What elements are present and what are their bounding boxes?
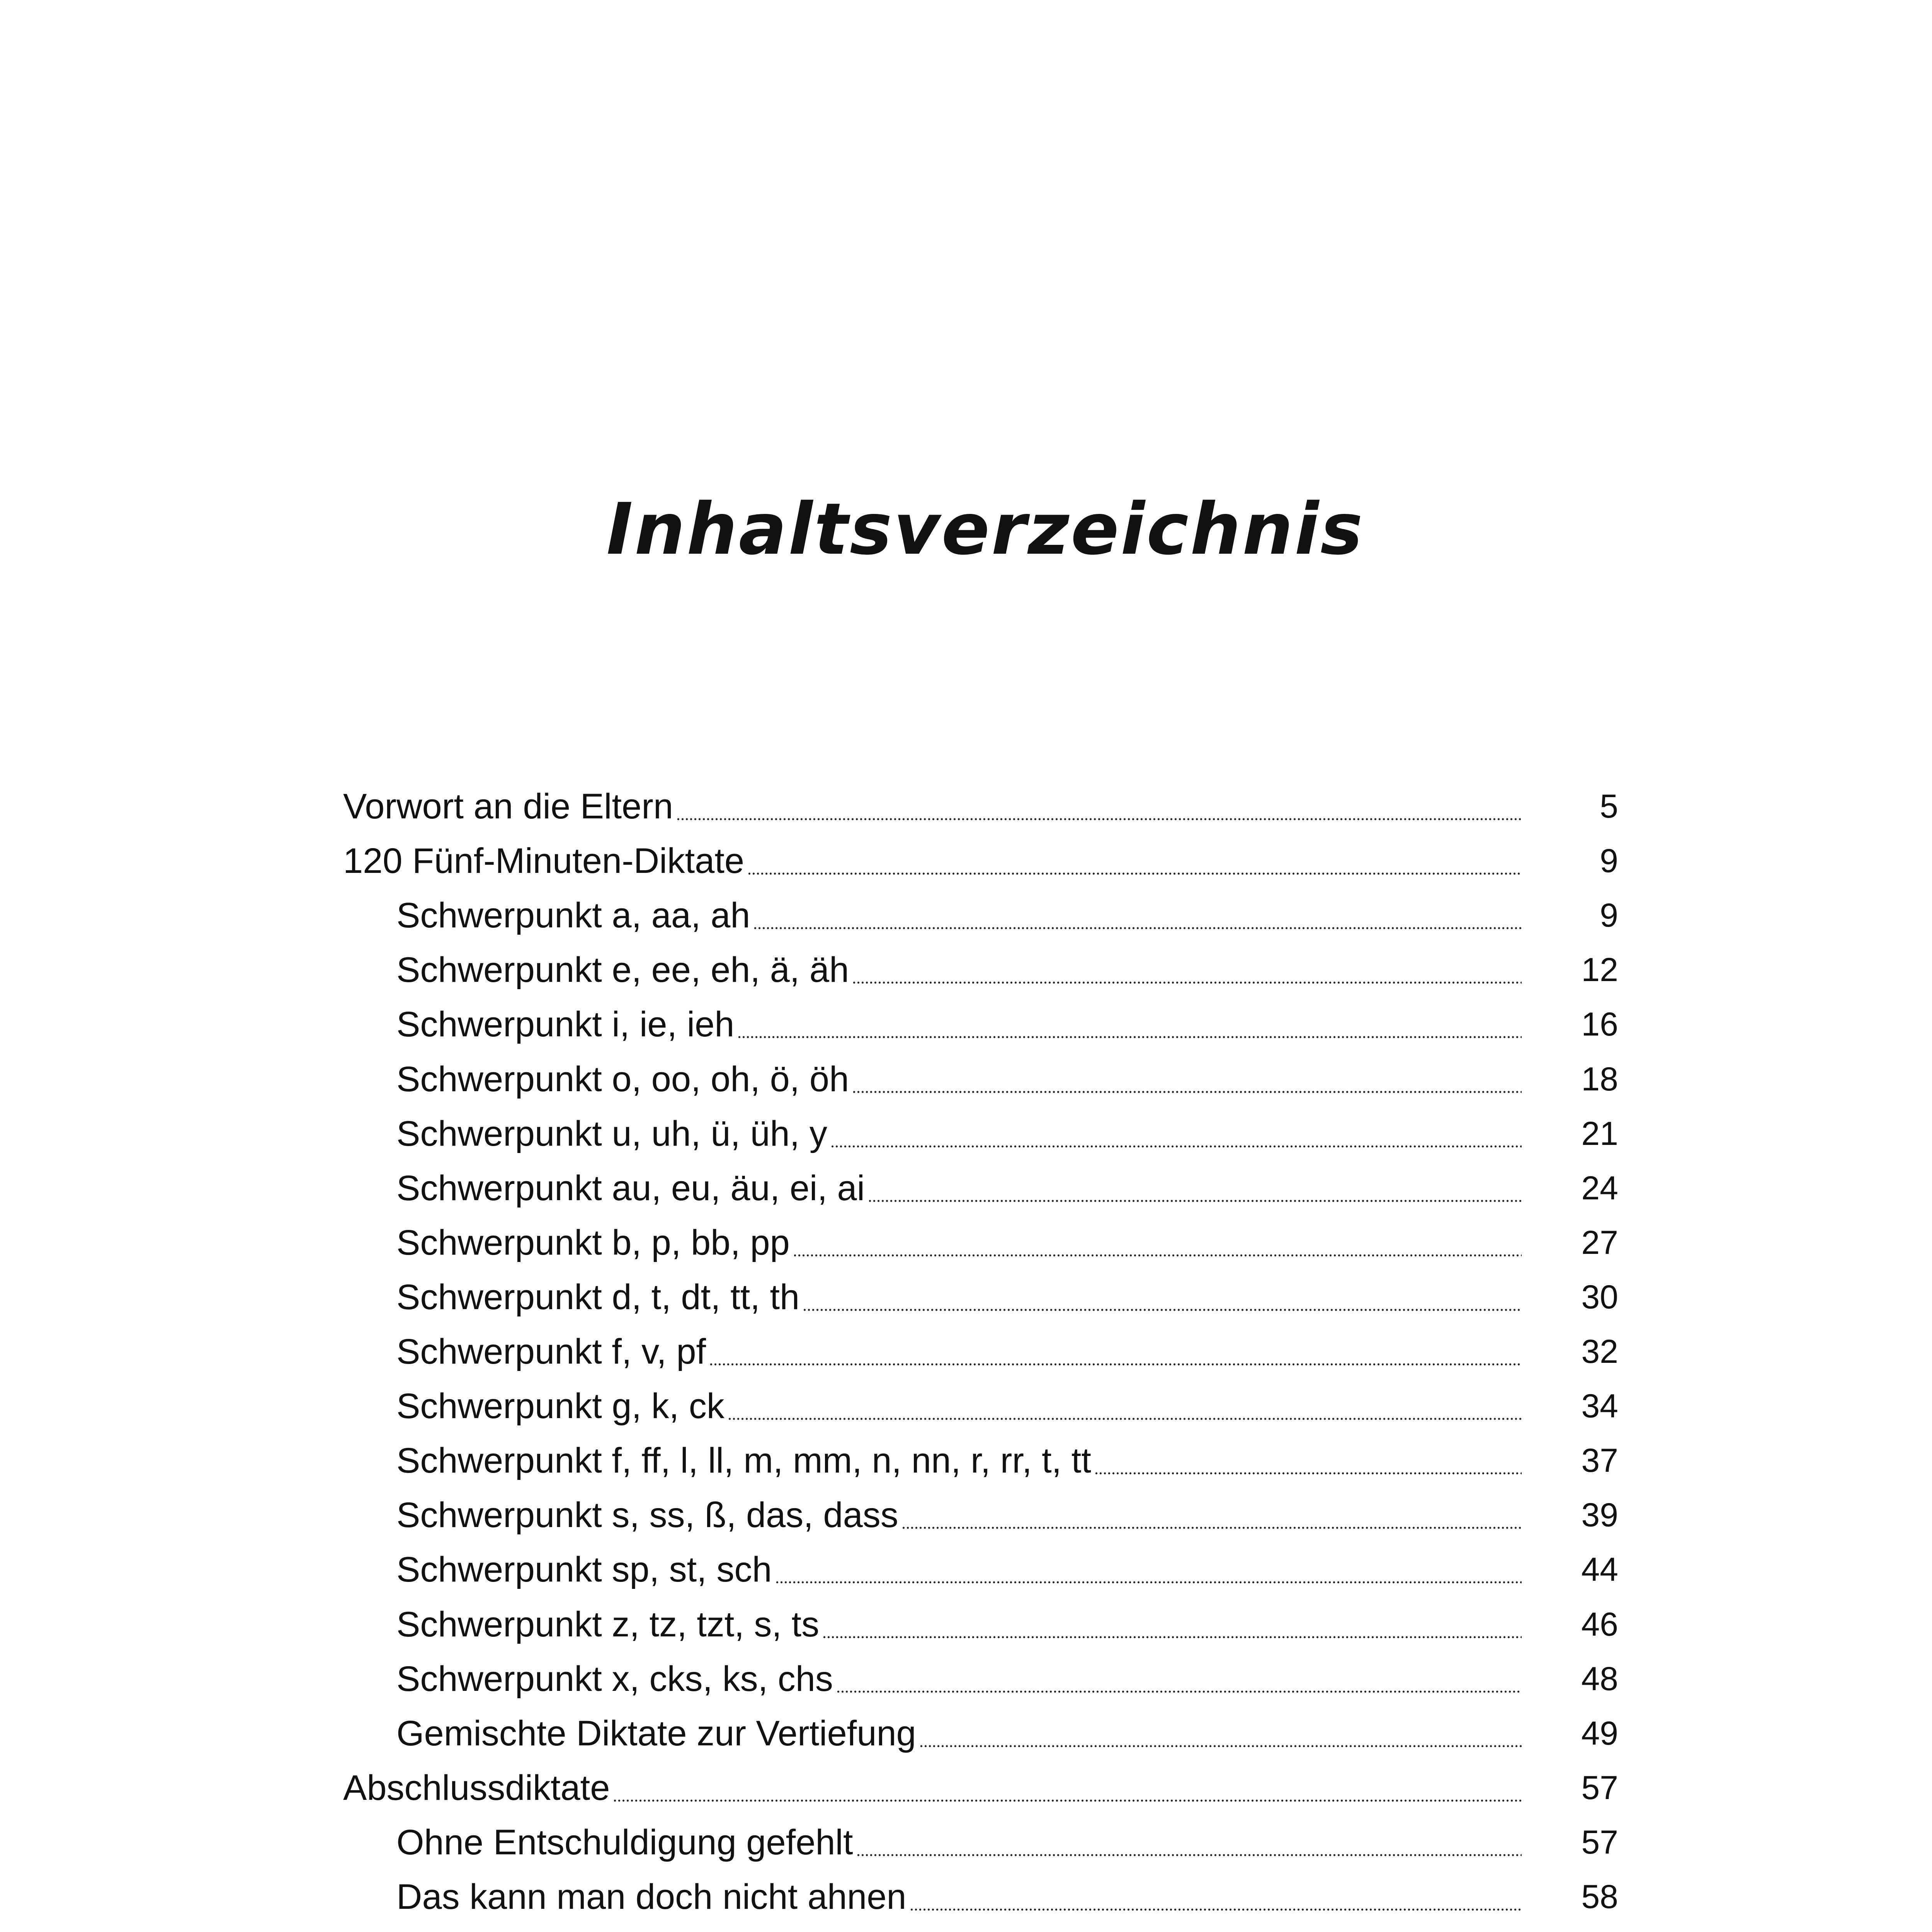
toc-dot-leader [852, 1091, 1522, 1093]
toc-entry-text [396, 1001, 1522, 1055]
toc-dot-leader [775, 1581, 1522, 1583]
toc-entry-text [396, 1655, 1522, 1710]
toc-entry-text [396, 1274, 1522, 1328]
toc-entry-label: Schwerpunkt a, aa, ah [396, 896, 750, 935]
toc-dot-leader [856, 1854, 1522, 1856]
toc-dot-leader [919, 1745, 1522, 1747]
toc-entry-label: Schwerpunkt au, eu, äu, ei, ai [396, 1168, 865, 1208]
toc-entry-page: 27 [1581, 1224, 1618, 1261]
toc-entry-text [343, 1764, 1522, 1819]
toc-dot-leader [868, 1200, 1522, 1202]
toc-entry [343, 1655, 1618, 1710]
toc-entry-text [396, 1492, 1522, 1546]
toc-dot-leader [613, 1799, 1522, 1802]
toc-entry-text [396, 1055, 1522, 1110]
toc-entry [343, 1710, 1618, 1764]
toc-entry-label: Schwerpunkt z, tz, tzt, s, ts [396, 1604, 820, 1644]
toc-entry [343, 1600, 1618, 1655]
toc-entry [343, 1492, 1618, 1546]
toc-dot-leader [836, 1690, 1522, 1693]
toc-entry-page: 16 [1581, 1006, 1618, 1043]
toc-entry [343, 1165, 1618, 1219]
toc-entry-text [396, 1110, 1522, 1165]
toc-entry-label: Schwerpunkt o, oo, oh, ö, öh [396, 1059, 849, 1099]
toc-dot-leader [793, 1254, 1522, 1257]
toc-entry-label: Schwerpunkt u, uh, ü, üh, y [396, 1114, 827, 1153]
toc-entry-page: 39 [1581, 1497, 1618, 1534]
toc-entry-page: 9 [1600, 897, 1618, 934]
toc-entry-text [343, 783, 1522, 837]
toc-entry-label: Schwerpunkt b, p, bb, pp [396, 1223, 790, 1262]
toc-entry-text [396, 1873, 1522, 1928]
toc-entry [343, 1055, 1618, 1110]
toc-entry-text [396, 1165, 1522, 1219]
table-of-contents [343, 783, 1618, 1932]
toc-dot-leader [830, 1145, 1522, 1148]
toc-dot-leader [728, 1418, 1522, 1420]
toc-entry-label: Schwerpunkt f, ff, l, ll, m, mm, n, nn, r, rr, t, tt [396, 1441, 1091, 1481]
toc-dot-leader [676, 818, 1522, 820]
toc-entry [343, 1219, 1618, 1274]
toc-entry-page: 58 [1581, 1878, 1618, 1915]
toc-entry-text [396, 1928, 1522, 1932]
toc-entry-label: Schwerpunkt d, t, dt, tt, th [396, 1277, 800, 1317]
toc-dot-leader [852, 981, 1522, 984]
toc-entry [343, 1873, 1618, 1928]
toc-entry [343, 1928, 1618, 1932]
toc-entry-text [396, 1600, 1522, 1655]
toc-entry-text [396, 892, 1522, 946]
toc-dot-leader [822, 1636, 1522, 1638]
toc-entry-label: Abschlussdiktate [343, 1768, 610, 1808]
toc-entry [343, 783, 1618, 837]
toc-dot-leader [803, 1309, 1522, 1311]
toc-entry-label: Schwerpunkt f, v, pf [396, 1332, 706, 1372]
toc-entry-page: 37 [1581, 1442, 1618, 1480]
toc-dot-leader [910, 1908, 1522, 1911]
toc-entry-label: Schwerpunkt s, ss, ß, das, dass [396, 1495, 898, 1535]
toc-entry-page: 32 [1581, 1333, 1618, 1371]
toc-entry [343, 1546, 1618, 1600]
toc-entry [343, 837, 1618, 892]
toc-entry-page: 46 [1581, 1605, 1618, 1643]
toc-entry [343, 1110, 1618, 1165]
toc-dot-leader [709, 1363, 1522, 1366]
toc-entry-text [396, 1328, 1522, 1383]
toc-entry-page: 57 [1581, 1769, 1618, 1806]
toc-entry-label: Vorwort an die Eltern [343, 787, 673, 827]
toc-entry-label: Gemischte Diktate zur Vertiefung [396, 1713, 916, 1753]
toc-entry [343, 1764, 1618, 1819]
toc-entry-text [396, 1383, 1522, 1437]
toc-entry [343, 892, 1618, 946]
toc-entry-page: 57 [1581, 1823, 1618, 1861]
toc-entry [343, 1819, 1618, 1873]
toc-entry [343, 1328, 1618, 1383]
toc-entry-label: Das kann man doch nicht ahnen [396, 1877, 906, 1917]
toc-dot-leader [753, 927, 1522, 929]
toc-dot-leader [1094, 1472, 1522, 1475]
toc-entry-text [396, 1437, 1522, 1492]
toc-entry-page: 21 [1581, 1115, 1618, 1152]
toc-entry-page: 24 [1581, 1169, 1618, 1207]
toc-entry-page: 9 [1600, 842, 1618, 880]
toc-entry-text [396, 1219, 1522, 1274]
toc-dot-leader [747, 872, 1522, 875]
toc-entry-label: 120 Fünf-Minuten-Diktate [343, 841, 745, 881]
toc-entry-page: 49 [1581, 1714, 1618, 1752]
toc-entry-label: Ohne Entschuldigung gefehlt [396, 1822, 853, 1862]
toc-entry [343, 1001, 1618, 1055]
toc-entry-page: 34 [1581, 1388, 1618, 1425]
toc-entry-text [396, 946, 1522, 1001]
toc-entry-page [1541, 1928, 1618, 1932]
toc-entry-label: Schwerpunkt x, cks, ks, chs [396, 1659, 833, 1699]
toc-entry [343, 1274, 1618, 1328]
toc-entry-label: Schwerpunkt i, ie, ieh [396, 1005, 735, 1044]
toc-entry-label: Schwerpunkt g, k, ck [396, 1386, 724, 1426]
toc-dot-leader [901, 1527, 1522, 1529]
toc-dot-leader [737, 1036, 1522, 1038]
toc-entry-label: Schwerpunkt sp, st, sch [396, 1550, 772, 1590]
toc-entry [343, 946, 1618, 1001]
toc-entry [343, 1437, 1618, 1492]
toc-entry-page: 30 [1581, 1278, 1618, 1316]
toc-entry-text [396, 1819, 1522, 1873]
toc-entry-page: 12 [1581, 951, 1618, 989]
toc-entry-text [396, 1546, 1522, 1600]
toc-entry-text [343, 837, 1522, 892]
page-title: Inhaltsverzeichnis [606, 488, 1364, 571]
toc-entry [343, 1383, 1618, 1437]
toc-entry-text [396, 1710, 1522, 1764]
toc-entry-label: Schwerpunkt e, ee, eh, ä, äh [396, 950, 849, 990]
toc-entry-page: 44 [1581, 1551, 1618, 1588]
toc-entry-page: 5 [1600, 788, 1618, 825]
toc-entry-page: 48 [1581, 1660, 1618, 1697]
toc-entry-page: 18 [1581, 1060, 1618, 1098]
